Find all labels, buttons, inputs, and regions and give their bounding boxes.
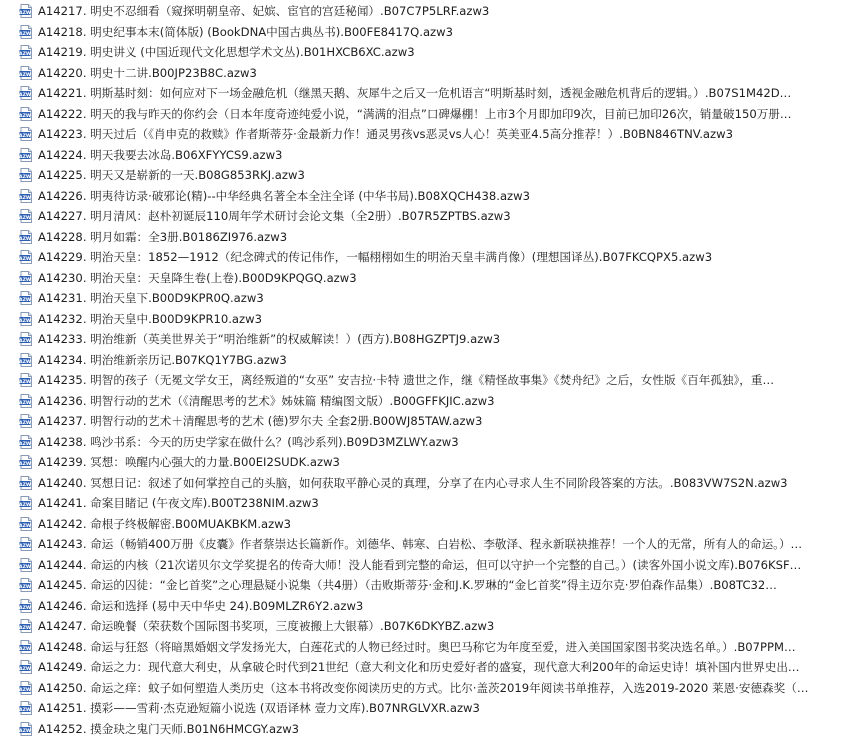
file-name: A14225. 明天又是崭新的一天.B08G853RKJ.azw3 bbox=[38, 168, 305, 183]
svg-text:AZW: AZW bbox=[19, 175, 31, 181]
svg-text:AZW: AZW bbox=[19, 626, 31, 632]
file-row[interactable] bbox=[0, 329, 841, 350]
azw-file-icon bbox=[19, 660, 33, 674]
file-row[interactable] bbox=[0, 145, 841, 166]
azw-file-icon bbox=[19, 455, 33, 469]
file-name: A14219. 明史讲义 (中国近现代文化思想学术文丛).B01HXCB6XC.azw3 bbox=[38, 45, 415, 60]
file-name: A14240. 冥想日记：叙述了如何掌控自己的头脑，如何获取平静心灵的真理，分享了在内心寻求人生不同阶段答案的方法。.B083VW7S2N.azw3 bbox=[38, 475, 788, 490]
file-name: A14236. 明智行动的艺术（《清醒思考的艺术》姊妹篇 精编图文版）.B00GFFKJIC.azw3 bbox=[38, 393, 495, 408]
svg-text:AZW: AZW bbox=[19, 93, 31, 99]
svg-text:AZW: AZW bbox=[19, 482, 31, 488]
svg-text:AZW: AZW bbox=[19, 195, 31, 201]
azw-file-icon bbox=[19, 640, 33, 654]
azw-file-icon bbox=[19, 599, 33, 613]
file-row[interactable] bbox=[0, 575, 841, 596]
svg-text:AZW: AZW bbox=[19, 523, 31, 529]
azw-file-icon bbox=[19, 291, 33, 305]
svg-text:AZW: AZW bbox=[19, 728, 31, 734]
azw-file-icon bbox=[19, 722, 33, 736]
file-name: A14239. 冥想：唤醒内心强大的力量.B00EI2SUDK.azw3 bbox=[38, 455, 340, 470]
file-row[interactable] bbox=[0, 1, 841, 22]
file-name: A14226. 明夷待访录·破邪论(精)--中华经典名著全本全注全译 (中华书局).B08XQCH438.azw3 bbox=[38, 188, 530, 203]
file-name: A14241. 命案目睹记 (午夜文库).B00T238NIM.azw3 bbox=[38, 496, 319, 511]
svg-text:AZW: AZW bbox=[19, 400, 31, 406]
file-name: A14244. 命运的内核（21次诺贝尔文学奖提名的传奇大师！没人能看到完整的命运，但可以守护一个完整的自己。）(读客外国小说文库).B076KSF… bbox=[38, 557, 802, 572]
file-name: A14227. 明月清风：赵朴初诞辰110周年学术研讨会论文集（全2册）.B07R5ZPTBS.azw3 bbox=[38, 209, 511, 224]
file-row[interactable] bbox=[0, 227, 841, 248]
file-row[interactable] bbox=[0, 186, 841, 207]
file-row[interactable] bbox=[0, 719, 841, 740]
azw-file-icon bbox=[19, 353, 33, 367]
azw-file-icon bbox=[19, 25, 33, 39]
file-row[interactable] bbox=[0, 678, 841, 699]
svg-text:AZW: AZW bbox=[19, 236, 31, 242]
file-name: A14246. 命运和选择 (易中天中华史 24).B09MLZR6Y2.azw3 bbox=[38, 598, 364, 613]
file-row[interactable] bbox=[0, 473, 841, 494]
svg-text:AZW: AZW bbox=[19, 421, 31, 427]
file-name: A14242. 命根子终极解密.B00MUAKBKM.azw3 bbox=[38, 516, 292, 531]
azw-file-icon bbox=[19, 681, 33, 695]
azw-file-icon bbox=[19, 230, 33, 244]
svg-text:AZW: AZW bbox=[19, 708, 31, 714]
file-row[interactable] bbox=[0, 657, 841, 678]
file-name: A14243. 命运（畅销400万册《皮囊》作者蔡崇达长篇新作。刘德华、韩寒、白岩松、李敬泽、程永新联袂推荐！一个人的无常，所有人的命运。）… bbox=[38, 537, 803, 552]
azw-file-icon bbox=[19, 209, 33, 223]
file-row[interactable] bbox=[0, 534, 841, 555]
azw-file-icon bbox=[19, 394, 33, 408]
file-row[interactable] bbox=[0, 432, 841, 453]
file-name: A14234. 明治维新亲历记.B07KQ1Y7BG.azw3 bbox=[38, 352, 287, 367]
azw-file-icon bbox=[19, 148, 33, 162]
file-row[interactable] bbox=[0, 493, 841, 514]
file-row[interactable] bbox=[0, 22, 841, 43]
file-row[interactable] bbox=[0, 124, 841, 145]
file-row[interactable] bbox=[0, 104, 841, 125]
svg-text:AZW: AZW bbox=[19, 462, 31, 468]
file-name: A14228. 明月如霜：全3册.B0186ZI976.azw3 bbox=[38, 229, 288, 244]
azw-file-icon bbox=[19, 271, 33, 285]
azw-file-icon bbox=[19, 435, 33, 449]
azw-file-icon bbox=[19, 476, 33, 490]
svg-text:AZW: AZW bbox=[19, 564, 31, 570]
file-row[interactable] bbox=[0, 309, 841, 330]
svg-text:AZW: AZW bbox=[19, 585, 31, 591]
azw-file-icon bbox=[19, 558, 33, 572]
azw-file-icon bbox=[19, 66, 33, 80]
file-name: A14220. 明史十二讲.B00JP23B8C.azw3 bbox=[38, 65, 257, 80]
svg-text:AZW: AZW bbox=[19, 298, 31, 304]
azw-file-icon bbox=[19, 168, 33, 182]
azw-file-icon bbox=[19, 250, 33, 264]
svg-text:AZW: AZW bbox=[19, 441, 31, 447]
file-row[interactable] bbox=[0, 698, 841, 719]
azw-file-icon bbox=[19, 496, 33, 510]
azw-file-icon bbox=[19, 373, 33, 387]
file-name: A14245. 命运的囚徒：“金匕首奖”之心理悬疑小说集（共4册）（击败斯蒂芬·金和J.K.罗琳的“金匕首奖”得主迈尔克·罗伯森作品集）.B08TC32… bbox=[38, 578, 777, 593]
svg-text:AZW: AZW bbox=[19, 503, 31, 509]
file-row[interactable] bbox=[0, 452, 841, 473]
file-row[interactable] bbox=[0, 370, 841, 391]
azw-file-icon bbox=[19, 619, 33, 633]
svg-text:AZW: AZW bbox=[19, 52, 31, 58]
file-name: A14235. 明智的孩子（无冕文学女王，离经叛道的“女巫” 安吉拉·卡特 遗世之作，继《精怪故事集》《焚舟纪》之后，女性版《百年孤独》，重… bbox=[38, 373, 775, 388]
svg-text:AZW: AZW bbox=[19, 31, 31, 37]
svg-text:AZW: AZW bbox=[19, 544, 31, 550]
file-row[interactable] bbox=[0, 63, 841, 84]
svg-text:AZW: AZW bbox=[19, 113, 31, 119]
file-name: A14232. 明治天皇中.B00D9KPR10.azw3 bbox=[38, 311, 262, 326]
file-row[interactable] bbox=[0, 350, 841, 371]
file-row[interactable] bbox=[0, 42, 841, 63]
svg-text:AZW: AZW bbox=[19, 277, 31, 283]
svg-text:AZW: AZW bbox=[19, 11, 31, 17]
azw-file-icon bbox=[19, 45, 33, 59]
file-name: A14231. 明治天皇下.B00D9KPR0Q.azw3 bbox=[38, 291, 264, 306]
azw-file-icon bbox=[19, 127, 33, 141]
file-name: A14248. 命运与狂怒（将暗黑婚姻文学发扬光大，白莲花式的人物已经过时。奥巴马称它为年度至爱，进入美国国家图书奖决选名单。）.B07PPM… bbox=[38, 639, 796, 654]
file-name: A14250. 命运之痒：蚊子如何塑造人类历史（这本书将改变你阅读历史的方式。比尔·盖茨2019年阅读书单推荐，入选2019-2020 莱恩·安德森奖（… bbox=[38, 680, 809, 695]
azw-file-icon bbox=[19, 86, 33, 100]
file-row[interactable] bbox=[0, 83, 841, 104]
file-name: A14223. 明天过后（《肖申克的救赎》作者斯蒂芬·金最新力作！通灵男孩vs恶灵vs人心！英美亚4.5高分推荐！）.B0BN846TNV.azw3 bbox=[38, 127, 733, 142]
file-name: A14249. 命运之力：现代意大利史，从拿破仑时代到21世纪（意大利文化和历史爱好者的盛宴，现代意大利200年的命运史诗！填补国内世界史出… bbox=[38, 660, 800, 675]
svg-text:AZW: AZW bbox=[19, 154, 31, 160]
svg-text:AZW: AZW bbox=[19, 359, 31, 365]
file-name: A14238. 鸣沙书系：今天的历史学家在做什么？(鸣沙系列).B09D3MZLWY.azw3 bbox=[38, 434, 459, 449]
azw-file-icon bbox=[19, 517, 33, 531]
file-name: A14237. 明智行动的艺术＋清醒思考的艺术 (德)罗尔夫 全套2册.B00WJ85TAW.azw3 bbox=[38, 414, 483, 429]
file-name: A14221. 明斯基时刻：如何应对下一场金融危机（继黑天鹅、灰犀牛之后又一危机语言“明斯基时刻，透视金融危机背后的逻辑。）.B07S1M42D… bbox=[38, 86, 792, 101]
azw-file-icon bbox=[19, 107, 33, 121]
svg-text:AZW: AZW bbox=[19, 646, 31, 652]
azw-file-icon bbox=[19, 332, 33, 346]
file-name: A14217. 明史不忍细看（窥探明朝皇帝、妃嫔、宦官的宫廷秘闻）.B07C7P5LRF.azw3 bbox=[38, 4, 490, 19]
svg-text:AZW: AZW bbox=[19, 72, 31, 78]
file-name: A14251. 摸彩——雪莉·杰克逊短篇小说选 (双语译林 壹力文库).B07NRGLVXR.azw3 bbox=[38, 701, 480, 716]
file-row[interactable] bbox=[0, 391, 841, 412]
svg-text:AZW: AZW bbox=[19, 339, 31, 345]
azw-file-icon bbox=[19, 189, 33, 203]
file-row[interactable] bbox=[0, 288, 841, 309]
file-row[interactable] bbox=[0, 411, 841, 432]
file-row[interactable] bbox=[0, 555, 841, 576]
file-name: A14222. 明天的我与昨天的你约会（日本年度奇迹纯爱小说，“满满的泪点”口碑爆棚！上市3个月即加印9次，目前已加印26次，销量破150万册… bbox=[38, 106, 792, 121]
file-name: A14218. 明史纪事本末(简体版) (BookDNA中国古典丛书).B00FE8417Q.azw3 bbox=[38, 24, 454, 39]
file-row[interactable] bbox=[0, 165, 841, 186]
svg-text:AZW: AZW bbox=[19, 134, 31, 140]
file-name: A14230. 明治天皇：天皇降生卷(上卷).B00D9KPQGQ.azw3 bbox=[38, 270, 357, 285]
file-row[interactable] bbox=[0, 247, 841, 268]
file-name: A14224. 明天我要去冰岛.B06XFYYCS9.azw3 bbox=[38, 147, 283, 162]
file-row[interactable] bbox=[0, 616, 841, 637]
svg-text:AZW: AZW bbox=[19, 605, 31, 611]
svg-text:AZW: AZW bbox=[19, 318, 31, 324]
file-name: A14247. 命运晚餐（荣获数个国际图书奖项，三度被搬上大银幕）.B07K6DKYBZ.azw3 bbox=[38, 619, 495, 634]
file-row[interactable] bbox=[0, 206, 841, 227]
svg-text:AZW: AZW bbox=[19, 380, 31, 386]
azw-file-icon bbox=[19, 578, 33, 592]
file-row[interactable] bbox=[0, 514, 841, 535]
file-row[interactable] bbox=[0, 596, 841, 617]
azw-file-icon bbox=[19, 414, 33, 428]
svg-text:AZW: AZW bbox=[19, 257, 31, 263]
file-name: A14252. 摸金玦之鬼门天师.B01N6HMCGY.azw3 bbox=[38, 721, 300, 736]
file-name: A14229. 明治天皇：1852—1912（纪念碑式的传记伟作，一幅栩栩如生的明治天皇丰满肖像）(理想国译丛).B07FKCQPX5.azw3 bbox=[38, 250, 713, 265]
file-name: A14233. 明治维新（英美世界关于“明治维新”的权威解读！）(西方).B08HGZPTJ9.azw3 bbox=[38, 332, 501, 347]
svg-text:AZW: AZW bbox=[19, 687, 31, 693]
file-row[interactable] bbox=[0, 637, 841, 658]
azw-file-icon bbox=[19, 701, 33, 715]
svg-text:AZW: AZW bbox=[19, 216, 31, 222]
azw-file-icon bbox=[19, 4, 33, 18]
file-row[interactable] bbox=[0, 268, 841, 289]
azw-file-icon bbox=[19, 312, 33, 326]
azw-file-icon bbox=[19, 537, 33, 551]
svg-text:AZW: AZW bbox=[19, 667, 31, 673]
